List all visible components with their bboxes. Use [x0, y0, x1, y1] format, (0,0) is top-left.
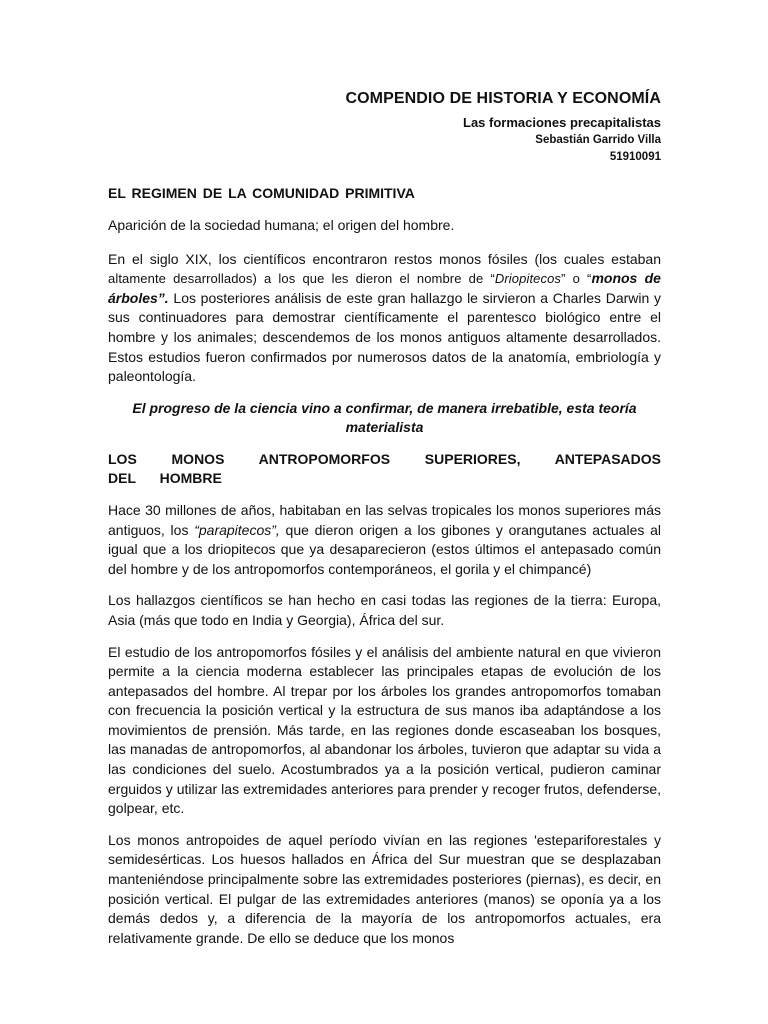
- section-heading-comunidad-primitiva: EL REGIMEN DE LA COMUNIDAD PRIMITIVA: [108, 185, 415, 201]
- term-monos-de-arboles: monos de árboles”.: [108, 270, 661, 306]
- paragraph-parapitecos: [108, 501, 661, 579]
- document-header: [108, 88, 661, 166]
- paragraph-evolucion: El estudio de los antropomorfos fósiles y el análisis del ambiente natural en que vivieron permite a la ciencia moderna establecer las principales etapas de evolución de los antepasados del hombre. Al trepar por los árboles los grandes antropomorfos tomaban con frecuencia la posición vertical y la estructura de sus manos iba adaptándose a los movimientos de prensión. Más tarde, en las regiones donde escaseaban los bosques, las manadas de antropomorfos, al abandonar los árboles, tuvieron que adaptar su vida a las condiciones del suelo. Acostumbrados ya a la posición vertical, pudieron caminar erguidos y utilizar las extremidades anteriores para prender y recoger frutos, defenderse, golpear, etc.: [108, 643, 661, 817]
- paragraph-text: que dieron origen a los gibones y orangutanes actuales al igual que a los driopitecos que ya desaparecieron (estos últimos el antepasado común del hombre y de los antropomorfos contemporáneos, el gorila y el chimpancé): [108, 521, 661, 577]
- paragraph-driopitecos: [108, 250, 661, 387]
- section-heading-monos-antropomorfos: LOS MONOS ANTROPOMORFOS SUPERIORES, ANTEPASADOS DEL HOMBRE: [108, 450, 661, 486]
- paragraph-text: En el siglo XIX, los científicos encontraron restos monos fósiles (los cuales estaban: [108, 250, 661, 267]
- author-name: Sebastián Garrido Villa: [535, 134, 661, 146]
- paragraph-text: altamente desarrollados) a los que les dieron el nombre de “: [108, 271, 495, 287]
- paragraph-text: ” o “: [561, 271, 592, 287]
- student-code: 51910091: [609, 151, 661, 163]
- term-parapitecos: “parapitecos”,: [194, 521, 280, 538]
- document-page: [108, 88, 661, 960]
- paragraph-text: Los posteriores análisis de este gran hallazgo le sirvieron a Charles Darwin y sus continuadores para demostrar científicamente el parentesco biológico entre el hombre y los animales; descendemos de los monos antiguos altamente desarrollados. Estos estudios fueron confirmados por numerosos datos de la anatomía, embriología y paleontología.: [108, 289, 661, 385]
- paragraph-text: Hace 30 millones de años, habitaban en las selvas tropicales los monos superiores más antiguos, los: [108, 501, 661, 538]
- document-title: COMPENDIO DE HISTORIA Y ECONOMÍA: [345, 90, 661, 107]
- paragraph-antropoides: Los monos antropoides de aquel período vivían en las regiones 'estepariforestales y semidesérticas. Los huesos hallados en África del Sur muestran que se desplazaban manteniéndose principalmente sobre las extremidades posteriores (piernas), es decir, en posición vertical. El pulgar de las extremidades anteriores (manos) se oponía ya a los demás dedos y, a diferencia de la mayoría de los antropomorfos actuales, era relativamente grande. De ello se deduce que los monos: [108, 831, 661, 946]
- highlighted-quote: El progreso de la ciencia vino a confirmar, de manera irrebatible, esta teoría materialista: [132, 399, 637, 436]
- paragraph-hallazgos: Los hallazgos científicos se han hecho en casi todas las regiones de la tierra: Europa, Asia (más que todo en India y Georgia), África del sur.: [108, 592, 661, 628]
- term-driopitecos: Driopitecos: [494, 271, 562, 287]
- document-subtitle: Las formaciones precapitalistas: [463, 115, 661, 130]
- lead-paragraph: Aparición de la sociedad humana; el origen del hombre.: [108, 217, 455, 233]
